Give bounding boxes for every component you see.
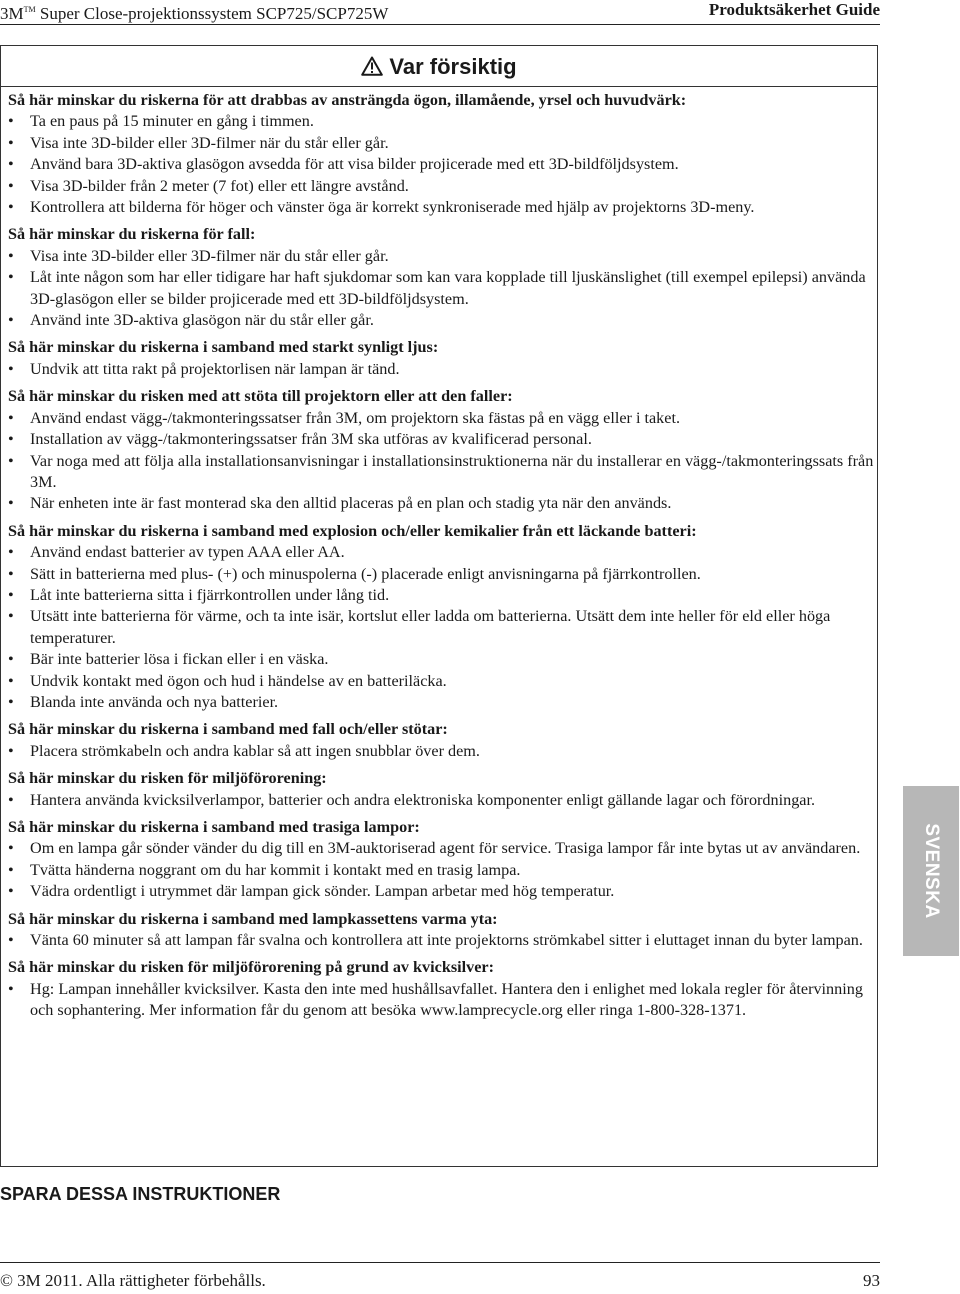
list-item-text: Placera strömkabeln och andra kablar så att ingen snubblar över dem.: [30, 741, 480, 760]
bullet-icon: •: [8, 860, 14, 879]
bullet-icon: •: [8, 268, 14, 287]
bullet-icon: •: [8, 430, 14, 449]
list-item: [8, 649, 874, 670]
list-item: [8, 310, 874, 331]
list-item-text: Låt inte någon som har eller tidigare har haft sjukdomar som kan vara kopplade till ljuskänslighet (till exempel epilepsi) använda 3D-glasögon eller se bilder projicerade med ett 3D-bildföljdsystem.: [30, 268, 866, 308]
bullet-icon: •: [8, 671, 14, 690]
list-item: [8, 790, 874, 811]
list-item-text: Visa 3D-bilder från 2 meter (7 fot) eller ett längre avstånd.: [30, 176, 409, 195]
caution-title-text: Var försiktig: [389, 54, 517, 79]
list-item: [8, 671, 874, 692]
section-heading: Så här minskar du riskerna för fall:: [8, 225, 256, 244]
caution-title-bar: [1, 46, 877, 87]
list-item-text: Använd endast vägg-/takmonteringssatser från 3M, om projektorn ska fästas på en vägg eller i taket.: [30, 408, 681, 427]
list-item-text: Visa inte 3D-bilder eller 3D-filmer när du står eller går.: [30, 133, 389, 152]
section-heading: Så här minskar du risken för miljöförorening:: [8, 769, 327, 788]
bullet-icon: •: [8, 882, 14, 901]
list-item: [8, 429, 874, 450]
section-heading: Så här minskar du riskerna i samband med explosion och/eller kemikalier från ett läckande batteri:: [8, 521, 697, 540]
bullet-icon: •: [8, 790, 14, 809]
bullet-icon: •: [8, 979, 14, 998]
caution-title: [361, 55, 516, 79]
bullet-icon: •: [8, 133, 14, 152]
list-item: [8, 493, 874, 514]
list-item-text: Sätt in batterierna med plus- (+) och minuspolerna (-) placerade enligt anvisningarna på fjärrkontrollen.: [30, 564, 701, 583]
bullet-icon: •: [8, 451, 14, 470]
list-item: [8, 585, 874, 606]
list-item: [8, 133, 874, 154]
list-item-text: Tvätta händerna noggrant om du har kommit i kontakt med en trasig lampa.: [30, 860, 521, 879]
list-item: [8, 197, 874, 218]
list-item-text: När enheten inte är fast monterad ska den alltid placeras på en plan och stadig yta när den används.: [30, 494, 672, 513]
list-item: [8, 154, 874, 175]
section-heading: Så här minskar du risken för miljöförorening på grund av kvicksilver:: [8, 958, 494, 977]
section-heading: Så här minskar du riskerna i samband med starkt synligt ljus:: [8, 338, 439, 357]
language-tab: [903, 786, 959, 956]
header-product-name: Super Close-projektionssystem SCP725/SCP725W: [35, 4, 389, 23]
list-item-text: Vädra ordentligt i utrymmet där lampan gick sönder. Lampan arbetar med hög temperatur.: [30, 882, 615, 901]
list-item-text: Installation av vägg-/takmonteringssatser från 3M ska utföras av kvalificerad personal.: [30, 430, 592, 449]
list-item-text: Utsätt inte batterierna för värme, och ta inte isär, kortslut eller ladda om batterierna. Utsätt dem inte heller för eld eller höga temperaturer.: [30, 607, 831, 647]
list-item-text: Ta en paus på 15 minuter en gång i timmen.: [30, 112, 314, 131]
bullet-icon: •: [8, 359, 14, 378]
bullet-icon: •: [8, 112, 14, 131]
list-item: [8, 542, 874, 563]
list-item: [8, 692, 874, 713]
section-heading: Så här minskar du riskerna i samband med fall och/eller stötar:: [8, 720, 448, 739]
header-brand: 3M: [0, 4, 24, 23]
list-item-text: Visa inte 3D-bilder eller 3D-filmer när du står eller går.: [30, 246, 389, 265]
caution-content: [8, 90, 874, 1022]
section-heading: Så här minskar du riskerna i samband med trasiga lampor:: [8, 818, 420, 836]
page-header: [0, 0, 880, 25]
save-instructions: SPARA DESSA INSTRUKTIONER: [0, 1184, 281, 1204]
language-tab-label: SVENSKA: [921, 823, 942, 919]
header-guide-title: Produktsäkerhet Guide: [708, 0, 880, 19]
bullet-icon: •: [8, 585, 14, 604]
list-item-text: Kontrollera att bilderna för höger och vänster öga är korrekt synkroniserade med hjälp av projektorns 3D-meny.: [30, 198, 755, 217]
list-item-text: Hg: Lampan innehåller kvicksilver. Kasta den inte med hushållsavfallet. Hantera den i enlighet med lokala regler för återvinning och sophantering. Mer information får du genom att besöka www.lamprecycle.org eller ringa 1-800-328-1371.: [30, 979, 863, 1020]
bullet-icon: •: [8, 155, 14, 174]
bullet-icon: •: [8, 311, 14, 330]
list-item: [8, 267, 874, 310]
list-item-text: Hantera använda kvicksilverlampor, batterier och andra elektroniska komponenter enligt gällande lagar och förordningar.: [30, 790, 816, 809]
list-item-text: Använd bara 3D-aktiva glasögon avsedda för att visa bilder projicerade med ett 3D-bildföljdsystem.: [30, 155, 679, 174]
section-heading: Så här minskar du riskerna i samband med lampkassettens varma yta:: [8, 909, 498, 928]
list-item: [8, 606, 874, 649]
list-item: [8, 359, 874, 380]
list-item-text: Var noga med att följa alla installationsanvisningar i installationsinstruktionerna när du installerar en vägg-/takmonteringssats från 3M.: [30, 451, 874, 491]
caution-box: [0, 45, 878, 1167]
section-heading: Så här minskar du risken med att stöta till projektorn eller att den faller:: [8, 387, 513, 406]
list-item: [8, 564, 874, 585]
list-item: [8, 930, 874, 951]
trademark-symbol: TM: [23, 5, 36, 14]
list-item: [8, 451, 874, 494]
list-item: [8, 741, 874, 762]
section-heading: Så här minskar du riskerna för att drabbas av ansträngda ögon, illamående, yrsel och huvudvärk:: [8, 91, 687, 109]
list-item: [8, 246, 874, 267]
page-footer: [0, 1262, 880, 1290]
bullet-icon: •: [8, 839, 14, 858]
bullet-icon: •: [8, 246, 14, 265]
warning-triangle-icon: [361, 56, 383, 76]
bullet-icon: •: [8, 607, 14, 626]
list-item: [8, 111, 874, 132]
list-item-text: Undvik att titta rakt på projektorlisen när lampan är tänd.: [30, 359, 400, 378]
list-item-text: Om en lampa går sönder vänder du dig till en 3M-auktoriserad agent för service. Trasiga lampor får inte bytas ut av användaren.: [30, 839, 861, 858]
footer-copyright: © 3M 2011. Alla rättigheter förbehålls.: [0, 1271, 266, 1290]
bullet-icon: •: [8, 650, 14, 669]
bullet-icon: •: [8, 408, 14, 427]
list-item-text: Låt inte batterierna sitta i fjärrkontrollen under lång tid.: [30, 585, 390, 604]
bullet-icon: •: [8, 494, 14, 513]
bullet-icon: •: [8, 931, 14, 950]
bullet-icon: •: [8, 198, 14, 217]
list-item: [8, 860, 874, 881]
list-item-text: Använd endast batterier av typen AAA eller AA.: [30, 543, 345, 562]
bullet-icon: •: [8, 741, 14, 760]
bullet-icon: •: [8, 692, 14, 711]
list-item-text: Bär inte batterier lösa i fickan eller i en väska.: [30, 650, 329, 669]
list-item: [8, 881, 874, 902]
bullet-icon: •: [8, 543, 14, 562]
list-item-text: Blanda inte använda och nya batterier.: [30, 692, 279, 711]
header-product-title: [0, 0, 388, 24]
bullet-icon: •: [8, 176, 14, 195]
bullet-icon: •: [8, 564, 14, 583]
list-item: [8, 176, 874, 197]
list-item: [8, 838, 874, 859]
list-item: [8, 979, 874, 1022]
list-item: [8, 408, 874, 429]
page-number: 93: [863, 1271, 880, 1290]
list-item-text: Använd inte 3D-aktiva glasögon när du står eller går.: [30, 311, 374, 330]
list-item-text: Vänta 60 minuter så att lampan får svalna och kontrollera att inte projektorns strömkabel sitter i eluttaget innan du byter lampan.: [30, 931, 863, 950]
list-item-text: Undvik kontakt med ögon och hud i händelse av en batteriläcka.: [30, 671, 447, 690]
